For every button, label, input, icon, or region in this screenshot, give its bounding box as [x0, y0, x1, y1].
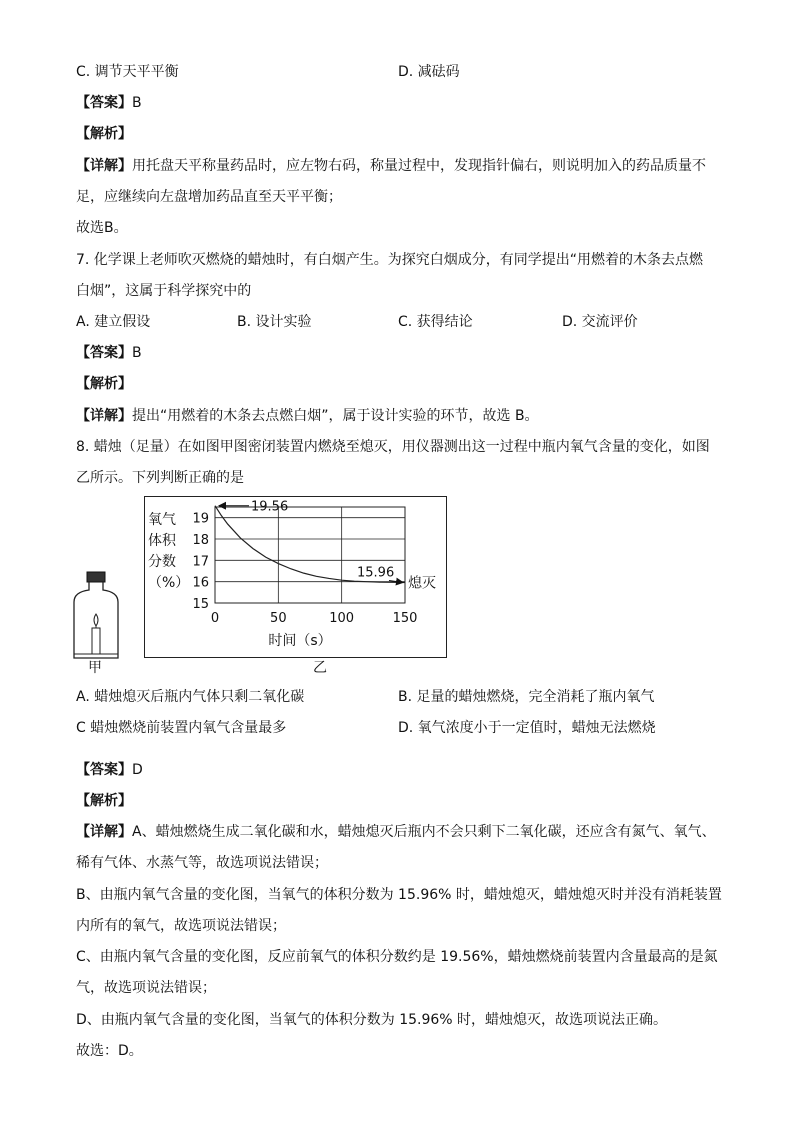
- y-tick-label: 16: [192, 575, 209, 591]
- x-tick-label: 100: [329, 611, 355, 626]
- plot-area-border: [215, 507, 405, 603]
- q6-option-c: C. 调节天平平衡: [76, 64, 179, 80]
- q8-option-b: B. 足量的蜡烛燃烧，完全消耗了瓶内氧气: [398, 689, 655, 705]
- q7-stem-line2: 白烟”，这属于科学探究中的: [76, 283, 252, 299]
- q6-analysis-tag: 【解析】: [76, 126, 132, 142]
- answer-value: B: [132, 345, 142, 361]
- y-axis-label-line: 分数: [148, 554, 176, 570]
- detail-tag: 【详解】: [76, 158, 132, 174]
- q8-detail-b2: 内所有的氧气，故选项说法错误；: [76, 918, 286, 934]
- q8-option-c: C 蜡烛燃烧前装置内氧气含量最多: [76, 720, 287, 736]
- x-tick-label: 150: [392, 611, 418, 626]
- answer-tag: 【答案】: [76, 345, 132, 361]
- q6-conclusion: 故选B。: [76, 220, 128, 236]
- q8-detail-a2: 稀有气体、水蒸气等，故选项说法错误；: [76, 855, 328, 871]
- answer-tag: 【答案】: [76, 762, 132, 778]
- answer-value: B: [132, 95, 142, 111]
- q7-option-d: D. 交流评价: [562, 314, 638, 330]
- answer-value: D: [132, 762, 143, 778]
- q8-option-a: A. 蜡烛熄灭后瓶内气体只剩二氧化碳: [76, 689, 305, 705]
- q7-analysis-tag: 【解析】: [76, 376, 132, 392]
- bottle-stopper: [87, 572, 105, 582]
- y-tick-label: 15: [192, 597, 209, 612]
- q8-detail-b1: B、由瓶内氧气含量的变化图，当氧气的体积分数为 15.96% 时，蜡烛熄灭，蜡烛熄灭时并没有消耗装置: [76, 887, 722, 903]
- q8-option-d: D. 氧气浓度小于一定值时，蜡烛无法燃烧: [398, 720, 656, 736]
- y-tick-label: 18: [192, 533, 209, 548]
- detail-text: A、蜡烛燃烧生成二氧化碳和水，蜡烛熄灭后瓶内不会只剩下二氧化碳，还应含有氮气、氧气、: [132, 824, 716, 840]
- answer-tag: 【答案】: [76, 95, 132, 111]
- detail-tag: 【详解】: [76, 408, 132, 424]
- q6-detail-line1: [76, 156, 706, 176]
- q7-stem-line1: 7. 化学课上老师吹灭燃烧的蜡烛时，有白烟产生。为探究白烟成分，有同学提出“用燃着的木条去点燃: [76, 252, 704, 268]
- oxygen-chart: [144, 496, 447, 658]
- y-axis-label-line: 体积: [148, 533, 176, 549]
- q7-option-c: C. 获得结论: [398, 314, 473, 330]
- detail-text: 提出“用燃着的木条去点燃白烟”，属于设计实验的环节，故选 B。: [132, 408, 539, 424]
- q7-option-b: B. 设计实验: [237, 314, 312, 330]
- q8-analysis-tag: 【解析】: [76, 793, 132, 809]
- detail-text: 用托盘天平称量药品时，应左物右码，称量过程中，发现指针偏右，则说明加入的药品质量不: [132, 158, 706, 174]
- y-tick-label: 19: [192, 511, 209, 527]
- q7-answer: [76, 343, 142, 363]
- q8-detail-c2: 气，故选项说法错误；: [76, 980, 216, 996]
- q8-stem-line2: 乙所示。下列判断正确的是: [76, 470, 244, 486]
- bottle-candle-figure: [66, 570, 126, 665]
- q8-stem-line1: 8. 蜡烛（足量）在如图甲图密闭装置内燃烧至熄灭，用仪器测出这一过程中瓶内氧气含量的变化，如图: [76, 439, 710, 455]
- detail-tag: 【详解】: [76, 824, 132, 840]
- q7-detail: [76, 406, 539, 426]
- start-value-label: 19.56: [251, 499, 289, 515]
- q6-option-d: D. 减砝码: [398, 64, 460, 80]
- q8-answer: [76, 760, 143, 780]
- x-axis-label: 时间（s）: [268, 633, 332, 649]
- candle-body: [92, 628, 100, 654]
- y-axis-label-line: 氧气: [148, 512, 176, 528]
- q6-answer: [76, 93, 142, 113]
- end-value-label: 15.96: [357, 565, 395, 581]
- x-tick-label: 50: [270, 611, 287, 626]
- label-yi: 乙: [313, 660, 327, 676]
- label-jia: 甲: [88, 660, 102, 676]
- extinguish-label: 熄灭: [408, 575, 436, 592]
- y-axis-label-line: （%）: [148, 575, 190, 591]
- y-tick-label: 17: [192, 554, 209, 570]
- q6-detail-line2: 足，应继续向左盘增加药品直至天平平衡；: [76, 189, 342, 205]
- x-tick-label: 0: [210, 611, 220, 626]
- q7-option-a: A. 建立假设: [76, 314, 151, 330]
- q8-detail-a1: [76, 822, 716, 842]
- q8-detail-d: D、由瓶内氧气含量的变化图，当氧气的体积分数为 15.96% 时，蜡烛熄灭，故选项说法正确。: [76, 1012, 668, 1028]
- q8-detail-c1: C、由瓶内氧气含量的变化图，反应前氧气的体积分数约是 19.56%，蜡烛燃烧前装置内含量最高的是氮: [76, 949, 718, 965]
- candle-flame: [94, 614, 98, 626]
- q8-conclusion: 故选：D。: [76, 1043, 143, 1059]
